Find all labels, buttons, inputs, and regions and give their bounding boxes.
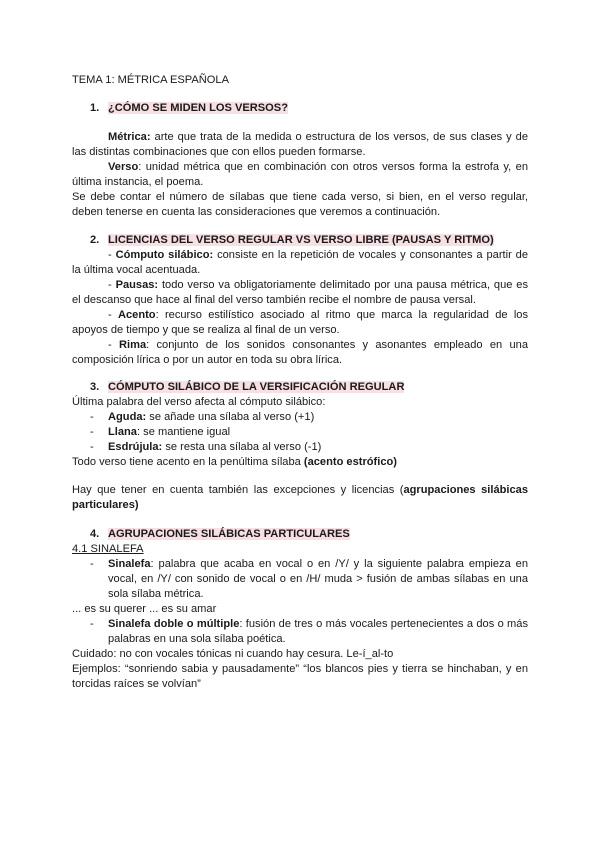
acento-note: Todo verso tiene acento en la penúltima sílaba (acento estrófico) bbox=[72, 456, 397, 468]
computo-definition: - Cómputo silábico: consiste en la repetición de vocales y consonantes a partir de bbox=[108, 249, 528, 261]
section-2-heading: 2. bbox=[90, 234, 100, 246]
acento-definition: - Acento: recurso estilístico asociado al ritmo que marca la regularidad de los bbox=[108, 309, 529, 321]
llana-item: Llana: se mantiene igual bbox=[108, 426, 231, 438]
cuidado-note: Cuidado: no con vocales tónicas ni cuando hay cesura. Le-í_al-to bbox=[72, 648, 394, 660]
sinalefa-definition: Sinalefa: palabra que acaba en vocal o en /Y/ y la siguiente palabra empieza en bbox=[108, 558, 528, 570]
metrica-term: Métrica: bbox=[108, 131, 151, 143]
document-page: TEMA 1: MÉTRICA ESPAÑOLA 1. ¿CÓMO SE MIDEN LOS VERSOS? Métrica: arte que trata de la medida o estructura de los versos, de sus clases y de las distintas combinaciones que con ellos pueden formarse. Verso: unidad métrica que en combinación con otros versos forma la estrofa y, en última instancia, el poema. Se debe contar el número de sílabas que tiene cada verso, si bien, en el verso regular, deben tenerse en cuenta las consideraciones que veremos a continuación. 2. LICENCIAS DEL VERSO REGULAR VS VERSO LIBRE (PAUSAS Y RITMO) - Cómputo silábico: consiste en la repetición de vocales y consonantes a partir de la última vocal acentuada. - Pausas: todo verso va obligatoriamente delimitado por una pausa métrica, que es el descanso que hace al final del verso también recibe el nombre de pausa versal. - Acento: recurso estilístico asociado al ritmo que marca la regularidad de los apoyos de tiempo y que se realiza al final de un verso. - Rima: conjunto de los sonidos consonantes y asonantes empleado en una composición lírica o por un autor en toda su obra lírica. 3. CÓMPUTO SILÁBICO DE LA VERSIFICACIÓN REGULAR Última palabra del verso afecta al cómputo silábico: - Aguda: se añade una sílaba al verso (+1) - Llana: se mantiene igual - Esdrújula: se resta una sílaba al verso (-1) Todo verso tiene acento en la penúltima sílaba (acento estrófico) Hay que tener en cuenta también las excepciones y licencias (agrupaciones silábicas particulares) 4. AGRUPACIONES SILÁBICAS PARTICULARES 4.1 SINALEFA - Sinalefa: palabra que acaba en vocal o en /Y/ y la siguiente palabra empieza en vocal, en /Y/ con sonido de vocal o en /H/ muda > fusión de ambas sílabas en una sola sílaba métrica. ... es su querer ... es su amar - Sinalefa doble o múltiple: fusión de tres o más vocales pertenecientes a dos o más palabras en una sola sílaba poética. Cuidado: no con vocales tónicas ni cuando hay cesura. Le-í_al-to Ejemplos: “sonriendo sabia y pausadamente” “los blancos pies y tierra se hinchaban, y en torcidas raíces se volvían” bbox=[72, 74, 529, 690]
list-bullet: - bbox=[90, 618, 94, 630]
section-4-title: AGRUPACIONES SILÁBICAS PARTICULARES bbox=[108, 528, 350, 540]
section-4-heading: 4. bbox=[90, 528, 100, 540]
metrica-definition: Métrica: arte que trata de la medida o estructura de los versos, de sus clases y de bbox=[108, 131, 528, 143]
esdrujula-item: Esdrújula: se resta una sílaba al verso (-1) bbox=[108, 441, 322, 453]
rima-definition: - Rima: conjunto de los sonidos consonantes y asonantes empleado en una bbox=[108, 339, 528, 351]
section-2-title: LICENCIAS DEL VERSO REGULAR VS VERSO LIBRE (PAUSAS Y RITMO) bbox=[108, 234, 494, 246]
document-title: TEMA 1: MÉTRICA ESPAÑOLA bbox=[72, 74, 229, 86]
section-3-heading: 3. bbox=[90, 381, 100, 393]
section-3-intro: Última palabra del verso afecta al cómputo silábico: bbox=[72, 396, 326, 408]
list-bullet: - bbox=[90, 426, 94, 438]
section-1-title: ¿CÓMO SE MIDEN LOS VERSOS? bbox=[108, 102, 288, 114]
list-bullet: - bbox=[90, 411, 94, 423]
list-bullet: - bbox=[90, 558, 94, 570]
aguda-item: Aguda: se añade una sílaba al verso (+1) bbox=[108, 411, 315, 423]
verso-term: Verso bbox=[108, 161, 139, 173]
pausas-definition: - Pausas: todo verso va obligatoriamente delimitado por una pausa métrica, que es bbox=[108, 279, 528, 291]
sinalefa-doble-definition: Sinalefa doble o múltiple: fusión de tres o más vocales pertenecientes a dos o más bbox=[108, 618, 529, 630]
section-1-paragraph: Se debe contar el número de sílabas que tiene cada verso, si bien, en el verso regular, bbox=[72, 191, 528, 203]
list-bullet: - bbox=[90, 441, 94, 453]
ejemplos-paragraph: Ejemplos: “sonriendo sabia y pausadamente” “los blancos pies y tierra se hinchaban, y en bbox=[72, 663, 528, 675]
verso-definition: Verso: unidad métrica que en combinación con otros versos forma la estrofa y, en bbox=[108, 161, 528, 173]
exceptions-paragraph: Hay que tener en cuenta también las excepciones y licencias (agrupaciones silábicas bbox=[72, 484, 528, 496]
sinalefa-example: ... es su querer ... es su amar bbox=[72, 603, 217, 615]
section-3-title: CÓMPUTO SILÁBICO DE LA VERSIFICACIÓN REGULAR bbox=[108, 381, 405, 393]
section-1-heading: 1. bbox=[90, 102, 100, 114]
subsection-sinalefa: 4.1 SINALEFA bbox=[72, 543, 144, 555]
